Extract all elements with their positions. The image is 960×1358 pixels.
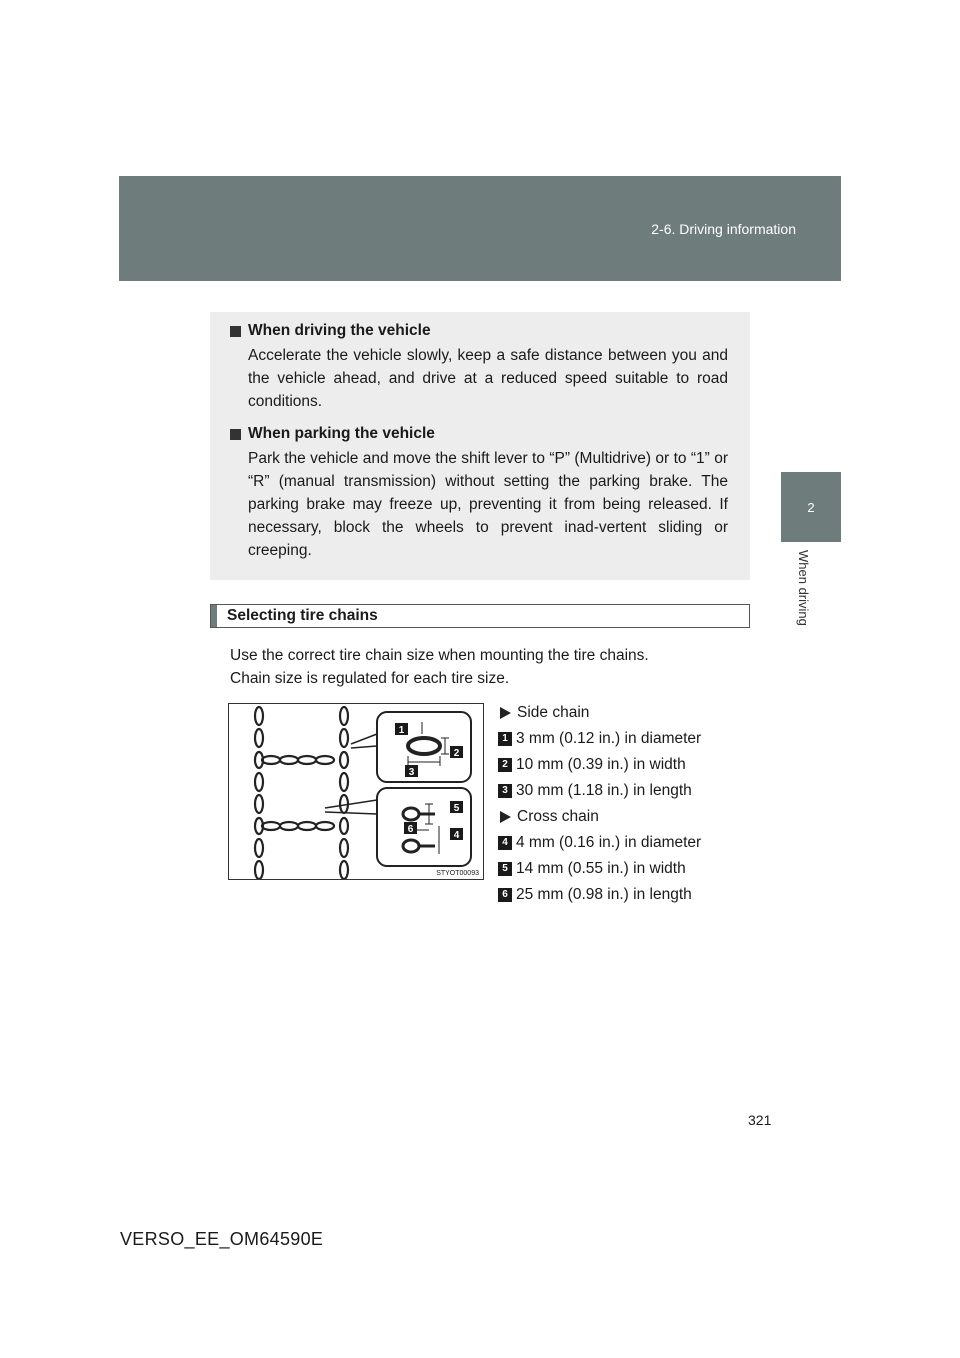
- figure-code: STYOT00093: [436, 870, 479, 877]
- spec-item: [498, 856, 748, 882]
- info-heading: [230, 322, 728, 340]
- spec-group-heading: [498, 700, 748, 726]
- chapter-label: When driving: [796, 550, 811, 626]
- side-chain-links: [255, 707, 348, 879]
- spec-group-label: Cross chain: [517, 808, 599, 825]
- square-bullet-icon: [230, 429, 241, 440]
- spec-number-badge: 6: [498, 888, 512, 902]
- info-body: Park the vehicle and move the shift lever to “P” (Multidrive) or to “1” or “R” (manual transmission) without setting the parking brake. The parking brake may freeze up, preventing it from being released. If necessary, block the wheels to prevent inad-vertent sliding or creeping.: [248, 450, 728, 559]
- spec-text: 3 mm (0.12 in.) in diameter: [516, 730, 702, 747]
- spec-text: 14 mm (0.55 in.) in width: [516, 860, 686, 877]
- spec-group-heading: [498, 804, 748, 830]
- spec-item: [498, 752, 748, 778]
- callout-4: 4: [453, 830, 460, 841]
- info-heading: [230, 425, 728, 443]
- spec-number-badge: 4: [498, 836, 512, 850]
- spec-item: [498, 830, 748, 856]
- spec-text: 30 mm (1.18 in.) in length: [516, 782, 692, 799]
- cross-detail-frame: [377, 788, 471, 866]
- tire-chain-illustration: [229, 704, 483, 879]
- callout-leaders: [325, 734, 377, 814]
- spec-item: [498, 778, 748, 804]
- spec-group-label: Side chain: [517, 704, 590, 721]
- callout-6: 6: [407, 824, 414, 835]
- info-heading-text: When driving the vehicle: [248, 322, 431, 339]
- section-accent-bar: [211, 605, 217, 627]
- cross-chain-links: [255, 752, 348, 834]
- triangle-arrow-icon: [500, 707, 511, 719]
- spec-text: 4 mm (0.16 in.) in diameter: [516, 834, 702, 851]
- page-number: 321: [748, 1112, 772, 1128]
- chain-spec-list: [498, 700, 748, 908]
- header-band: [119, 176, 841, 281]
- callout-5: 5: [453, 803, 460, 814]
- spec-number-badge: 1: [498, 732, 512, 746]
- square-bullet-icon: [230, 326, 241, 337]
- info-box: [210, 312, 750, 580]
- info-body: Accelerate the vehicle slowly, keep a safe distance between you and the vehicle ahead, and drive at a reduced speed suitable to road conditions.: [248, 347, 728, 410]
- callout-2: 2: [453, 748, 460, 759]
- intro-line: Chain size is regulated for each tire size.: [230, 670, 510, 687]
- tire-chain-figure: [228, 703, 484, 880]
- chapter-tab: [781, 472, 841, 542]
- section-heading: [210, 604, 750, 628]
- info-heading-text: When parking the vehicle: [248, 425, 435, 442]
- chapter-number: 2: [807, 499, 815, 515]
- section-title: Selecting tire chains: [227, 607, 378, 624]
- intro-line: Use the correct tire chain size when mounting the tire chains.: [230, 647, 649, 664]
- spec-item: [498, 726, 748, 752]
- callout-3: 3: [408, 767, 415, 778]
- callout-1: 1: [398, 725, 405, 736]
- document-code: VERSO_EE_OM64590E: [120, 1229, 324, 1249]
- spec-text: 10 mm (0.39 in.) in width: [516, 756, 686, 773]
- triangle-arrow-icon: [500, 811, 511, 823]
- spec-number-badge: 5: [498, 862, 512, 876]
- spec-text: 25 mm (0.98 in.) in length: [516, 886, 692, 903]
- spec-number-badge: 2: [498, 758, 512, 772]
- spec-item: [498, 882, 748, 908]
- spec-number-badge: 3: [498, 784, 512, 798]
- section-intro: [230, 644, 750, 690]
- section-header: 2-6. Driving information: [651, 221, 796, 237]
